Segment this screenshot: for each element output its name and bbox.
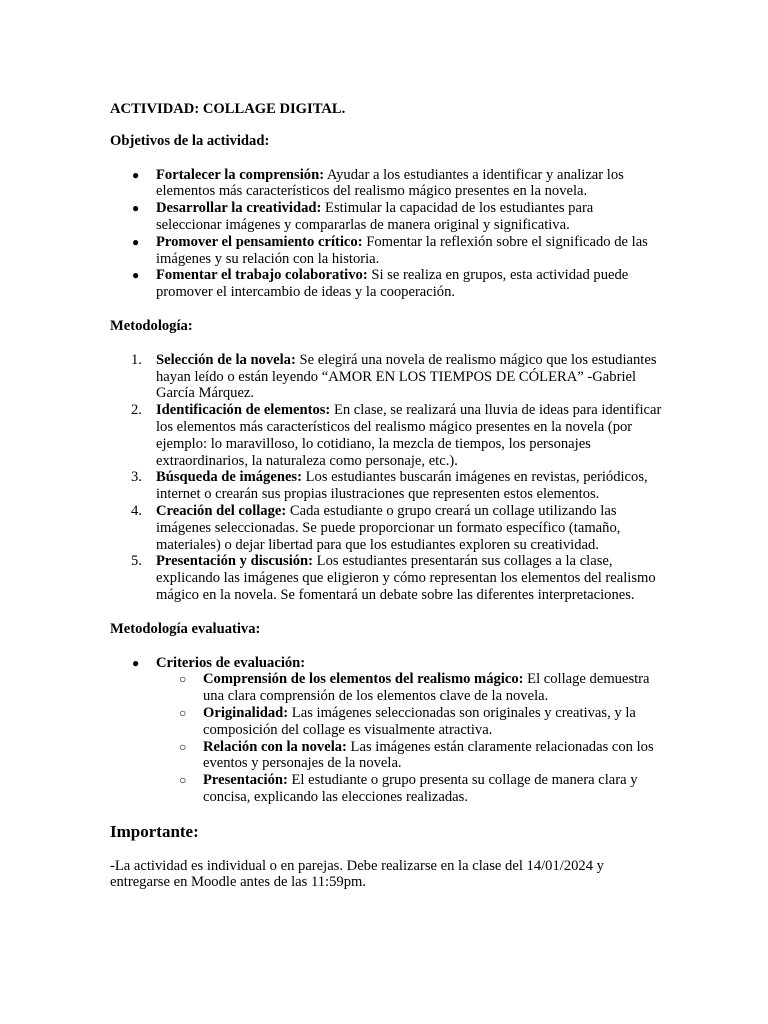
item-text: El estudiante o grupo presenta su collage de manera clara y concisa, explicando las elecciones realizadas. xyxy=(203,772,638,805)
document-title: ACTIVIDAD: COLLAGE DIGITAL. xyxy=(110,101,346,117)
list-item xyxy=(110,402,662,469)
item-number: 2. xyxy=(131,402,142,419)
item-text: Las imágenes seleccionadas son originales y creativas, y la composición del collage es visualmente atractiva. xyxy=(203,704,636,738)
item-number: 4. xyxy=(131,502,142,519)
item-text: El collage demuestra una clara comprensión de los elementos clave de la novela. xyxy=(203,671,650,705)
bullet-icon: ● xyxy=(132,167,140,182)
list-item xyxy=(110,234,662,268)
list-item xyxy=(156,739,662,773)
list-item xyxy=(156,705,662,739)
item-text: Los estudiantes buscarán imágenes en revistas, periódicos, internet o crearán sus propias ilustraciones que representen estos elementos. xyxy=(156,469,648,503)
important-text: -La actividad es individual o en parejas. Debe realizarse en la clase del 14/01/2024 y entregarse en Moodle antes de las 11:59pm. xyxy=(110,857,604,891)
circle-bullet-icon: ○ xyxy=(179,739,187,754)
item-text: Las imágenes están claramente relacionadas con los eventos y personajes de la novela. xyxy=(203,738,654,772)
item-label: Selección de la novela: xyxy=(156,351,296,368)
evaluation-list xyxy=(110,655,662,806)
bullet-icon: ● xyxy=(132,234,140,249)
criteria-label: Criterios de evaluación: xyxy=(156,654,306,671)
item-text: Si se realiza en grupos, esta actividad puede promover el intercambio de ideas y la cooperación. xyxy=(156,267,629,301)
list-item xyxy=(110,655,662,806)
item-label: Identificación de elementos: xyxy=(156,402,331,419)
evaluation-heading: Metodología evaluativa: xyxy=(110,620,261,637)
criteria-sublist xyxy=(156,671,662,805)
circle-bullet-icon: ○ xyxy=(179,705,187,720)
list-item xyxy=(110,469,662,503)
item-label: Presentación y discusión: xyxy=(156,553,314,570)
list-item xyxy=(110,267,662,301)
item-label: Originalidad: xyxy=(203,704,289,721)
item-text: Cada estudiante o grupo creará un collage utilizando las imágenes seleccionadas. Se puede proporcionar un formato específico (tamaño, materiales) o dejar libertad para que los estudiantes exploren su creatividad. xyxy=(156,502,621,553)
bullet-icon: ● xyxy=(132,655,140,670)
objectives-list xyxy=(110,167,662,301)
item-number: 1. xyxy=(131,351,142,368)
item-label: Presentación: xyxy=(203,772,288,789)
item-text: En clase, se realizará una lluvia de ideas para identificar los elementos más característicos del realismo mágico presentes en la novela (por ejemplo: lo maravilloso, lo cotidiano, la mezcla de tiempos, los personajes extraordinarios, la naturaleza como personaje, etc.). xyxy=(156,402,662,469)
circle-bullet-icon: ○ xyxy=(179,773,187,788)
important-heading: Importante: xyxy=(110,821,199,841)
list-item xyxy=(110,553,662,603)
item-label: Búsqueda de imágenes: xyxy=(156,469,302,486)
list-item xyxy=(110,352,662,402)
methodology-heading: Metodología: xyxy=(110,317,193,334)
item-label: Comprensión de los elementos del realismo mágico: xyxy=(203,671,524,688)
list-item xyxy=(110,503,662,553)
objectives-heading: Objetivos de la actividad: xyxy=(110,132,270,149)
list-item xyxy=(156,772,662,806)
list-item xyxy=(110,200,662,234)
item-label: Creación del collage: xyxy=(156,502,287,519)
item-label: Relación con la novela: xyxy=(203,738,347,755)
document-body xyxy=(110,101,662,891)
list-item xyxy=(156,671,662,705)
item-number: 5. xyxy=(131,553,142,570)
bullet-icon: ● xyxy=(132,201,140,216)
methodology-list xyxy=(110,352,662,604)
item-label: Fomentar el trabajo colaborativo: xyxy=(156,267,368,284)
item-text: Se elegirá una novela de realismo mágico que los estudiantes hayan leído o están leyendo “AMOR EN LOS TIEMPOS DE CÓLERA” -Gabriel García Márquez. xyxy=(156,351,657,402)
item-text: Los estudiantes presentarán sus collages a la clase, explicando las imágenes que eligieron y cómo representan los elementos del realismo mágico en la novela. Se fomentará un debate sobre las diferentes interpretaciones. xyxy=(156,553,656,603)
list-item xyxy=(110,167,662,201)
item-text: Ayudar a los estudiantes a identificar y analizar los elementos más característicos del realismo mágico presentes en la novela. xyxy=(156,166,624,200)
item-text: Estimular la capacidad de los estudiantes para seleccionar imágenes y compararlas de manera original y significativa. xyxy=(156,200,594,233)
bullet-icon: ● xyxy=(132,268,140,283)
item-label: Promover el pensamiento crítico: xyxy=(156,233,363,250)
item-text: Fomentar la reflexión sobre el significado de las imágenes y su relación con la historia. xyxy=(156,233,648,267)
circle-bullet-icon: ○ xyxy=(179,672,187,687)
item-label: Fortalecer la comprensión: xyxy=(156,166,325,183)
item-number: 3. xyxy=(131,469,142,486)
item-label: Desarrollar la creatividad: xyxy=(156,200,322,217)
